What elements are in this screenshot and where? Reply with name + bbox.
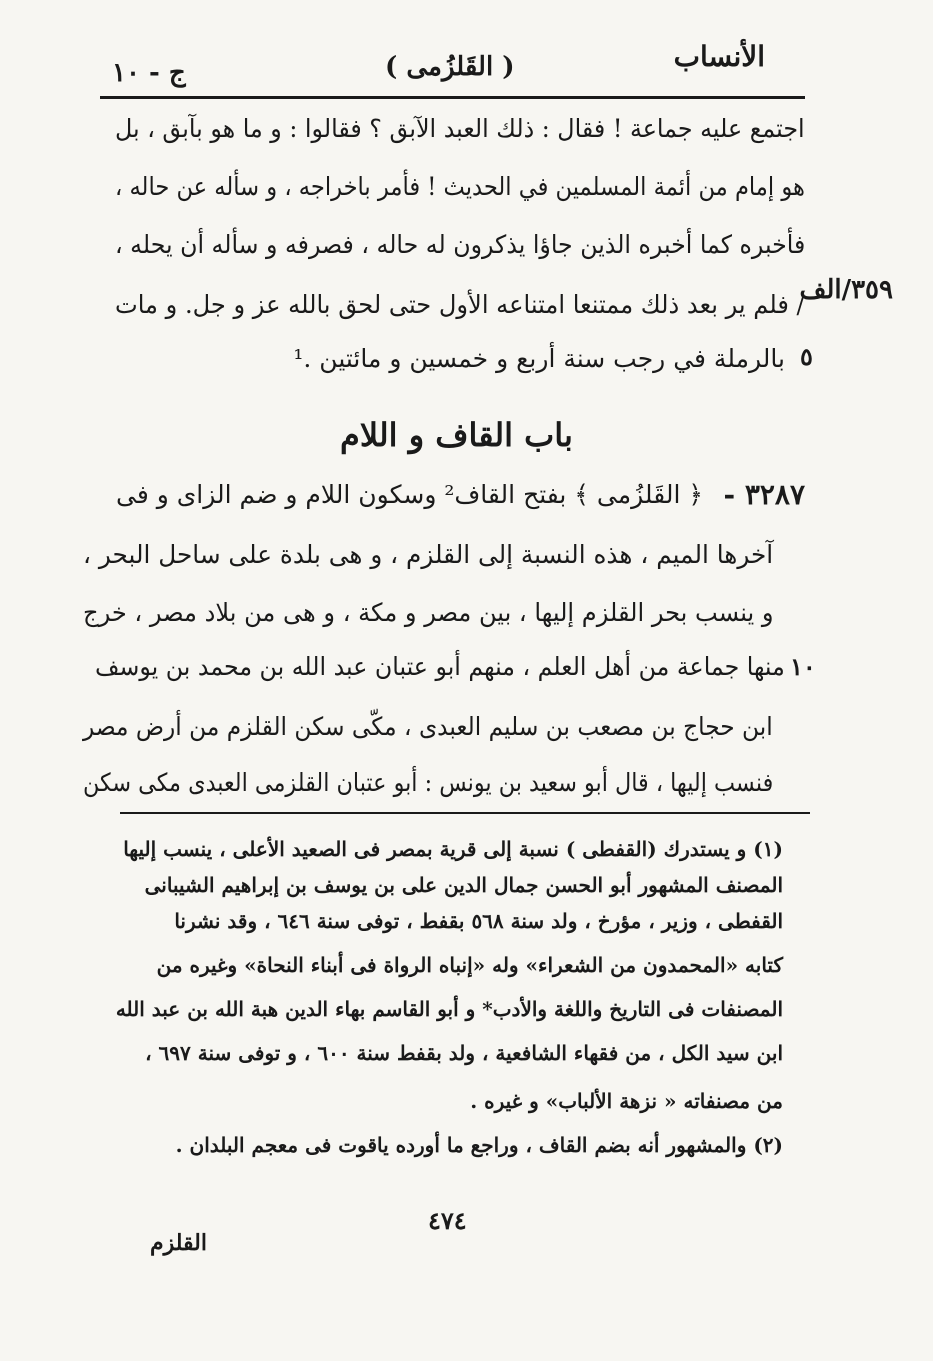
header-rule: [100, 96, 805, 99]
running-title-book: الأنساب: [673, 40, 765, 73]
footnote-line-1: (١) و يستدرك (القفطى ) نسبة إلى قرية بمصر فى الصعيد الأعلى ، ينسب إليها: [123, 837, 783, 861]
entry-line-1: ﴿ القَلزُمى ﴾ بفتح القاف² وسكون اللام و ضم الزاى و فى: [115, 480, 703, 509]
body-line-1: اجتمع عليه جماعة ! فقال : ذلك العبد الآبق ؟ فقالوا : و ما هو بآبق ، بل: [115, 114, 805, 143]
footnote-line-4: كتابه «المحمدون من الشعراء» وله «إنباه الرواة فى أبناء النحاة» وغيره من: [156, 953, 783, 977]
catchword: القلزم: [150, 1230, 207, 1256]
entry-line-5: ابن حجاج بن مصعب بن سليم العبدى ، مكّى سكن القلزم من أرض مصر: [83, 712, 773, 741]
entry-line-6: فنسب إليها ، قال أبو سعيد بن يونس : أبو عتبان القلزمى العبدى مكى سكن: [82, 768, 773, 797]
body-line-3: فأخبره كما أخبره الذين جاؤا يذكرون له حاله ، فصرفه و سأله أن يحله ،: [114, 230, 805, 259]
body-line-4: / فلم ير بعد ذلك ممتنعا امتناعه الأول حتى لحق بالله عز و جل. و مات: [115, 290, 805, 319]
entry-line-4: منها جماعة من أهل العلم ، منهم أبو عتبان عبد الله بن محمد بن يوسف: [95, 652, 785, 681]
entry-line-3: و ينسب بحر القلزم إليها ، بين مصر و مكة ، و هى من بلاد مصر ، خرج: [82, 598, 773, 627]
margin-line-number-5: ٥: [800, 342, 813, 371]
footnote-line-7: من مصنفاته « نزهة الألباب» و غيره .: [470, 1089, 783, 1113]
footnote-line-8: (٢) والمشهور أنه بضم القاف ، وراجع ما أورده ياقوت فى معجم البلدان .: [175, 1133, 783, 1157]
volume-number: ج - ١٠: [112, 58, 186, 88]
footnote-line-6: ابن سيد الكل ، من فقهاء الشافعية ، ولد بقفط سنة ٦٠٠ ، و توفى سنة ٦٩٧ ،: [145, 1041, 783, 1065]
footnote-separator: [120, 812, 810, 814]
running-title-entry: ( القَلزُمى ): [385, 52, 515, 82]
entry-line-2: آخرها الميم ، هذه النسبة إلى القلزم ، و هى بلدة على ساحل البحر ،: [82, 540, 773, 569]
entry-number: ٣٢٨٧ -: [723, 478, 805, 511]
margin-line-number-10: ١٠: [790, 652, 816, 681]
page-number: ٤٧٤: [428, 1206, 467, 1235]
margin-folio-marker: ٣٥٩/الف: [799, 275, 893, 305]
footnote-line-3: القفطى ، وزير ، مؤرخ ، ولد سنة ٥٦٨ بقفط ، توفى سنة ٦٤٦ ، وقد نشرنا: [174, 909, 783, 933]
body-line-2: هو إمام من أئمة المسلمين في الحديث ! فأمر باخراجه ، و سأله عن حاله ،: [115, 172, 805, 201]
body-line-5: بالرملة في رجب سنة أربع و خمسين و مائتين .¹: [293, 344, 785, 373]
footnote-line-5: المصنفات فى التاريخ واللغة والأدب* و أبو القاسم بهاء الدين هبة الله بن عبد الله: [115, 997, 783, 1021]
footnote-line-2: المصنف المشهور أبو الحسن جمال الدين على بن يوسف بن إبراهيم الشيبانى: [144, 873, 783, 897]
section-title: باب القاف و اللام: [340, 416, 573, 454]
